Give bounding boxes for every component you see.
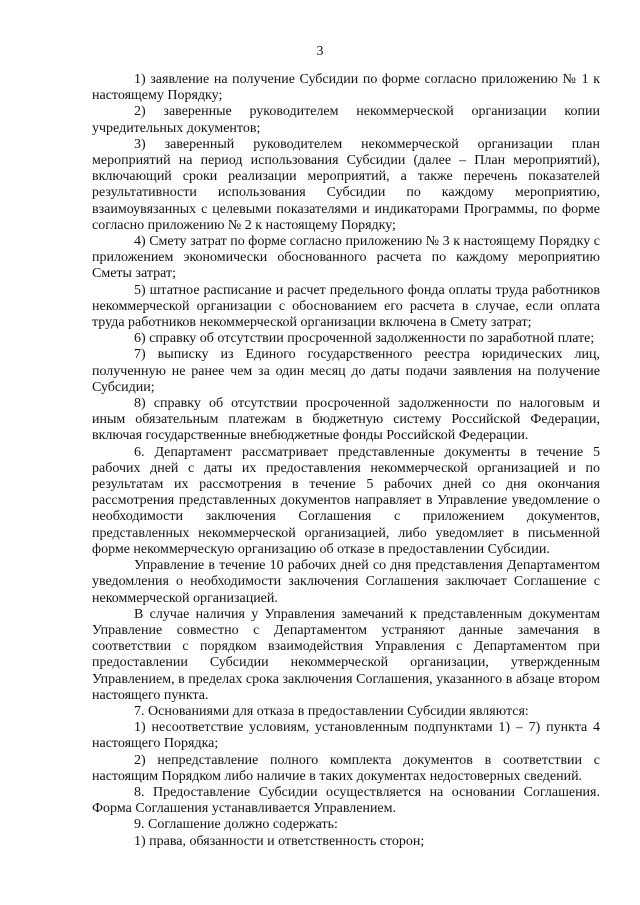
paragraph-clause-9: 9. Соглашение должно содержать:	[134, 817, 338, 833]
paragraph-clause-6-management: Управление в течение 10 рабочих дней со дня представления Департаментом уведомления о необходимости заключения Соглашения заключает Соглашение с некоммерческой организацией.	[92, 558, 600, 606]
paragraph-clause-8: 8. Предоставление Субсидии осуществляется на основании Соглашения. Форма Соглашения устанавливается Управлением.	[92, 784, 600, 817]
paragraph-item-8: 8) справку об отсутствии просроченной задолженности по налоговым и иным обязательным платежам в бюджетную систему Российской Федерации, включая государственные внебюджетные фонды Российской Федерации.	[92, 396, 600, 444]
paragraph-item-3: 3) заверенный руководителем некоммерческой организации план мероприятий на период использования Субсидии (далее – План мероприятий), включающий сроки реализации мероприятий, а также перечень показателей результативности использования Субсидии по каждому мероприятию, взаимоувязанных с целевыми показателями и индикаторами Программы, по форме согласно приложению № 2 к настоящему Порядку;	[92, 136, 600, 233]
document-body	[92, 72, 600, 850]
paragraph-item-5: 5) штатное расписание и расчет предельного фонда оплаты труда работников некоммерческой организации с обоснованием его расчета в случае, если оплата труда работников некоммерческой организации включена в Смету затрат;	[92, 282, 600, 331]
paragraph-clause-9-item-1: 1) права, обязанности и ответственность сторон;	[134, 833, 425, 849]
paragraph-clause-7-item-1: 1) несоответствие условиям, установленным подпунктами 1) – 7) пункта 4 настоящего Порядка;	[92, 720, 600, 752]
paragraph-clause-6-remarks: В случае наличия у Управления замечаний к представленным документам Управление совместно с Департаментом устраняют данные замечания в соответствии с порядком взаимодействия Управления с Департаментом при предоставлении Субсидии некоммерческой организации, утвержденным Управлением, в пределах срока заключения Соглашения, указанного в абзаце втором настоящего пункта.	[92, 606, 600, 703]
paragraph-clause-7: 7. Основаниями для отказа в предоставлении Субсидии являются:	[134, 703, 529, 719]
page-number: 3	[316, 44, 324, 59]
paragraph-clause-6: 6. Департамент рассматривает представленные документы в течение 5 рабочих дней с даты их предоставления некоммерческой организацией и по результатам их рассмотрения в течение 5 рабочих дней со дня окончания рассмотрения представленных документов направляет в Управление уведомление о необходимости заключения Соглашения с приложением документов, представленных некоммерческой организацией, либо уведомляет в письменной форме некоммерческую организацию об отказе в предоставлении Субсидии.	[92, 444, 600, 557]
paragraph-item-4: 4) Смету затрат по форме согласно приложению № 3 к настоящему Порядку с приложением экономически обоснованного расчета по каждому мероприятию Сметы затрат;	[92, 234, 600, 282]
paragraph-item-6: 6) справку об отсутствии просроченной задолженности по заработной плате;	[134, 331, 595, 347]
paragraph-item-2: 2) заверенные руководителем некоммерческой организации копии учредительных документов;	[92, 104, 600, 136]
paragraph-clause-7-item-2: 2) непредставление полного комплекта документов в соответствии с настоящим Порядком либо наличие в таких документах недостоверных сведений.	[92, 752, 600, 784]
paragraph-item-7: 7) выписку из Единого государственного реестра юридических лиц, полученную не ранее чем за один месяц до даты подачи заявления на получение Субсидии;	[92, 347, 600, 395]
paragraph-item-1: 1) заявление на получение Субсидии по форме согласно приложению № 1 к настоящему Порядку;	[92, 72, 600, 104]
